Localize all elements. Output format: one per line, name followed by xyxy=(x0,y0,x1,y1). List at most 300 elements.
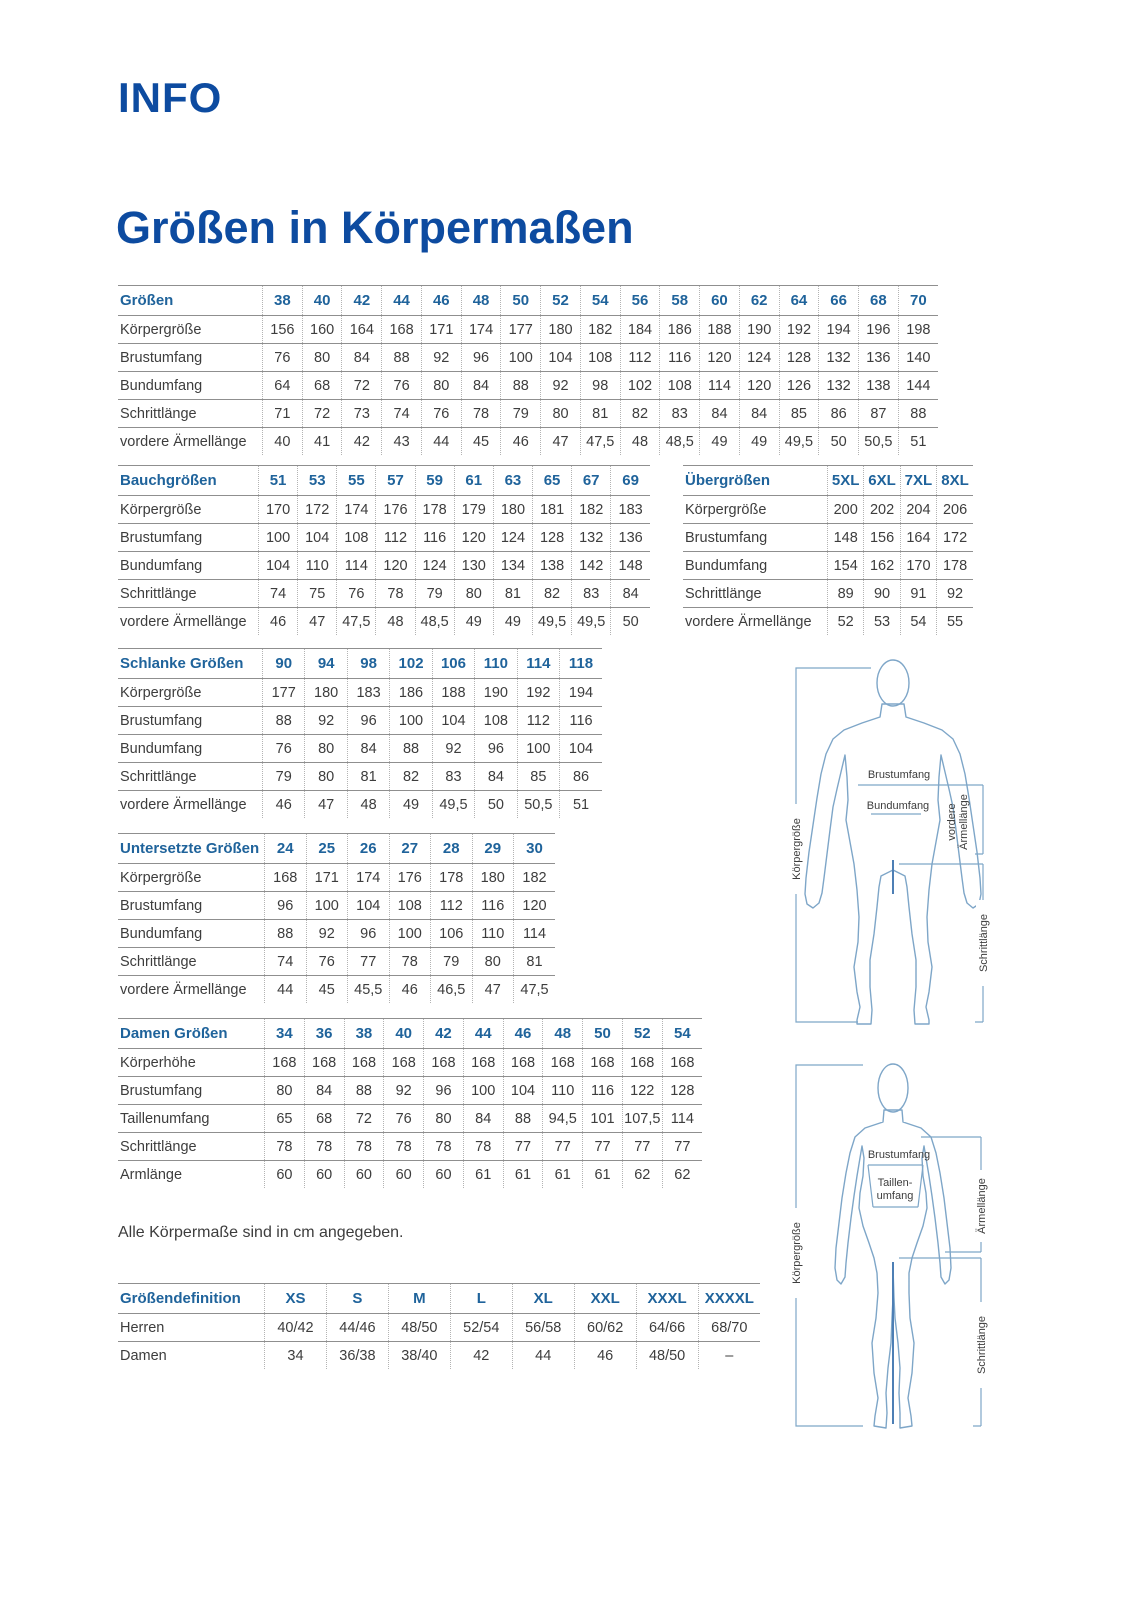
table-header-row xyxy=(118,286,938,316)
measure-value: 83 xyxy=(432,763,474,791)
measure-value: 96 xyxy=(265,892,307,920)
measure-value: 88 xyxy=(501,372,541,400)
measure-value: 78 xyxy=(389,948,431,976)
measure-value: 68/70 xyxy=(698,1314,760,1342)
row-label: vordere Ärmellänge xyxy=(120,796,247,813)
measure-value: 100 xyxy=(389,920,431,948)
measure-value: 77 xyxy=(348,948,390,976)
measure-value: 104 xyxy=(503,1077,543,1105)
measure-value: 136 xyxy=(859,344,899,372)
table-damen-groessen xyxy=(118,1018,702,1188)
row-label: Bundumfang xyxy=(118,920,265,948)
measure-value: 45 xyxy=(461,428,501,456)
measure-value: 40/42 xyxy=(265,1314,327,1342)
measure-value: 92 xyxy=(541,372,581,400)
size-column-header: 98 xyxy=(347,649,389,679)
size-column-header: 54 xyxy=(662,1019,702,1049)
measure-value: 171 xyxy=(421,316,461,344)
measure-value: 84 xyxy=(700,400,740,428)
measure-value: 53 xyxy=(864,608,900,636)
row-label: Schrittlänge xyxy=(118,1133,265,1161)
measure-value: 178 xyxy=(431,864,473,892)
row-label: Schrittlänge xyxy=(118,763,263,791)
measure-value: 200 xyxy=(828,496,864,524)
table-row xyxy=(118,864,555,892)
measure-value: 89 xyxy=(828,580,864,608)
measure-value: 134 xyxy=(493,552,532,580)
measure-value: 128 xyxy=(662,1077,702,1105)
measure-value: 116 xyxy=(660,344,700,372)
row-label: Bundumfang xyxy=(683,552,828,580)
row-label: vordere Ärmellänge xyxy=(120,433,247,450)
measure-value: 52 xyxy=(828,608,864,636)
size-column-header: 5XL xyxy=(828,466,864,496)
svg-text:umfang: umfang xyxy=(876,1190,914,1202)
size-column-header: M xyxy=(388,1284,450,1314)
measure-value: 82 xyxy=(620,400,660,428)
size-table xyxy=(683,465,973,635)
measure-value: 124 xyxy=(739,344,779,372)
measure-value: 60 xyxy=(265,1161,305,1189)
table-row xyxy=(118,1105,702,1133)
table-row xyxy=(118,524,650,552)
measure-value: 79 xyxy=(431,948,473,976)
size-column-header: 26 xyxy=(348,834,390,864)
measure-value: 52/54 xyxy=(450,1314,512,1342)
size-table xyxy=(118,648,602,818)
measure-value: 74 xyxy=(265,948,307,976)
size-column-header: 28 xyxy=(431,834,473,864)
measure-value: 46,5 xyxy=(431,976,473,1004)
row-label: Brustumfang xyxy=(118,1077,265,1105)
table-title: Größendefinition xyxy=(118,1284,265,1314)
measure-value: 140 xyxy=(898,344,938,372)
measure-value: 46 xyxy=(263,791,305,819)
measure-value: 48/50 xyxy=(636,1342,698,1370)
svg-text:Ärmellänge: Ärmellänge xyxy=(958,794,970,850)
measure-value: 87 xyxy=(859,400,899,428)
table-row xyxy=(118,679,602,707)
measure-value: 84 xyxy=(304,1077,344,1105)
table-title: Schlanke Größen xyxy=(118,649,263,679)
page-title: Größen in Körpermaßen xyxy=(116,202,634,253)
measure-value: 78 xyxy=(265,1133,305,1161)
row-label: Brustumfang xyxy=(683,524,828,552)
measure-value: 168 xyxy=(463,1049,503,1077)
measure-value: 43 xyxy=(382,428,422,456)
size-column-header: 7XL xyxy=(900,466,936,496)
measure-value: 96 xyxy=(347,707,389,735)
measure-value: 120 xyxy=(739,372,779,400)
measure-value: 34 xyxy=(265,1342,327,1370)
measure-value: 174 xyxy=(348,864,390,892)
row-label: Herren xyxy=(118,1314,265,1342)
measure-value: 72 xyxy=(342,372,382,400)
measure-value: 168 xyxy=(662,1049,702,1077)
measure-value: 168 xyxy=(622,1049,662,1077)
measure-value: 92 xyxy=(937,580,973,608)
measure-value: 60 xyxy=(344,1161,384,1189)
measure-value: 85 xyxy=(779,400,819,428)
measure-value: 84 xyxy=(739,400,779,428)
measure-value: 47 xyxy=(305,791,347,819)
measure-value: 79 xyxy=(415,580,454,608)
measure-value: 76 xyxy=(384,1105,424,1133)
measure-value: 107,5 xyxy=(622,1105,662,1133)
measure-value: 104 xyxy=(560,735,602,763)
measure-value: 88 xyxy=(898,400,938,428)
measure-value: 112 xyxy=(517,707,559,735)
row-label: Brustumfang xyxy=(118,892,265,920)
row-label: vordere Ärmellänge xyxy=(120,613,247,630)
size-column-header: 66 xyxy=(819,286,859,316)
measure-value: 194 xyxy=(560,679,602,707)
measure-value: 126 xyxy=(779,372,819,400)
row-label: Taillenumfang xyxy=(118,1105,265,1133)
measure-value: 88 xyxy=(382,344,422,372)
measure-value: 104 xyxy=(432,707,474,735)
measure-value: 168 xyxy=(424,1049,464,1077)
measure-value: 168 xyxy=(304,1049,344,1077)
measure-value: 172 xyxy=(937,524,973,552)
measure-value: 128 xyxy=(532,524,571,552)
measure-value: 108 xyxy=(580,344,620,372)
measure-value: 41 xyxy=(302,428,342,456)
female-figure-diagram xyxy=(753,1058,993,1433)
measure-value: 130 xyxy=(454,552,493,580)
measure-value: 186 xyxy=(390,679,432,707)
measure-value: 44 xyxy=(512,1342,574,1370)
female-taille-label xyxy=(877,1177,914,1202)
measure-value: 88 xyxy=(344,1077,384,1105)
size-table xyxy=(118,285,938,455)
measure-value: 168 xyxy=(503,1049,543,1077)
female-head-outline xyxy=(878,1064,908,1112)
size-column-header: 58 xyxy=(660,286,700,316)
table-row xyxy=(118,344,938,372)
measure-value: 84 xyxy=(342,344,382,372)
measure-value: 84 xyxy=(463,1105,503,1133)
measure-value: 202 xyxy=(864,496,900,524)
measure-value: 47,5 xyxy=(580,428,620,456)
table-row xyxy=(118,920,555,948)
measure-value: 94,5 xyxy=(543,1105,583,1133)
measure-value: 78 xyxy=(463,1133,503,1161)
table-header-row xyxy=(118,1019,702,1049)
measure-value: 44/46 xyxy=(326,1314,388,1342)
table-row xyxy=(118,735,602,763)
row-label: Brustumfang xyxy=(118,524,259,552)
table-title: Größen xyxy=(118,286,263,316)
table-row xyxy=(118,316,938,344)
table-row xyxy=(118,1342,760,1370)
measure-value: 55 xyxy=(937,608,973,636)
measure-value: 68 xyxy=(304,1105,344,1133)
measure-value: 96 xyxy=(475,735,517,763)
measure-value: 204 xyxy=(900,496,936,524)
measure-value: 122 xyxy=(622,1077,662,1105)
size-column-header: 55 xyxy=(337,466,376,496)
size-column-header: 64 xyxy=(779,286,819,316)
row-label: Körpergröße xyxy=(118,679,263,707)
size-column-header: 36 xyxy=(304,1019,344,1049)
measure-value: 160 xyxy=(302,316,342,344)
female-aermellaenge-label: Ärmellänge xyxy=(976,1178,988,1234)
measure-value: 40 xyxy=(263,428,303,456)
measure-value: 154 xyxy=(828,552,864,580)
measure-value: 98 xyxy=(580,372,620,400)
measure-value: 91 xyxy=(900,580,936,608)
table-row xyxy=(118,372,938,400)
measure-value: 192 xyxy=(779,316,819,344)
size-column-header: 50 xyxy=(501,286,541,316)
table-groessendefinition xyxy=(118,1283,760,1369)
measure-value: 61 xyxy=(463,1161,503,1189)
row-label: Schrittlänge xyxy=(683,580,828,608)
measure-value: 138 xyxy=(859,372,899,400)
size-column-header: 46 xyxy=(503,1019,543,1049)
measure-value: 188 xyxy=(432,679,474,707)
measure-value: 48,5 xyxy=(660,428,700,456)
measure-value: 80 xyxy=(472,948,514,976)
measure-value: 156 xyxy=(864,524,900,552)
measure-value: 180 xyxy=(493,496,532,524)
measure-value: 110 xyxy=(543,1077,583,1105)
measure-value: 92 xyxy=(432,735,474,763)
size-column-header: 70 xyxy=(898,286,938,316)
table-row xyxy=(118,892,555,920)
measure-value: 49 xyxy=(390,791,432,819)
male-koerpergroesse-label: Körpergröße xyxy=(791,818,803,880)
measure-value: 174 xyxy=(461,316,501,344)
size-column-header: 67 xyxy=(572,466,611,496)
measure-value: 78 xyxy=(376,580,415,608)
measure-value: 96 xyxy=(348,920,390,948)
measure-value: 104 xyxy=(541,344,581,372)
measure-value: 177 xyxy=(263,679,305,707)
size-column-header: 48 xyxy=(461,286,501,316)
measure-value: 81 xyxy=(493,580,532,608)
table-bauchgroessen xyxy=(118,465,650,635)
measure-value: 186 xyxy=(660,316,700,344)
measure-value: 64 xyxy=(263,372,303,400)
measure-value: 92 xyxy=(305,707,347,735)
measure-value: 168 xyxy=(344,1049,384,1077)
measure-value: 77 xyxy=(622,1133,662,1161)
size-column-header: 42 xyxy=(424,1019,464,1049)
measure-value: 114 xyxy=(514,920,556,948)
measure-value: 60 xyxy=(384,1161,424,1189)
table-row xyxy=(683,552,973,580)
measure-value: 183 xyxy=(347,679,389,707)
measure-value: 114 xyxy=(662,1105,702,1133)
measure-value: 50,5 xyxy=(517,791,559,819)
table-title: Damen Größen xyxy=(118,1019,265,1049)
measure-value: 100 xyxy=(390,707,432,735)
male-bundumfang-label: Bundumfang xyxy=(866,800,930,812)
female-inseam-bracket xyxy=(899,1258,981,1426)
size-column-header: 8XL xyxy=(937,466,973,496)
table-row xyxy=(118,948,555,976)
measure-value: 62 xyxy=(662,1161,702,1189)
measure-value: 100 xyxy=(306,892,348,920)
size-column-header: 94 xyxy=(305,649,347,679)
row-label: Körpergröße xyxy=(118,316,263,344)
measure-value: 182 xyxy=(514,864,556,892)
size-column-header: 24 xyxy=(265,834,307,864)
measure-value: 196 xyxy=(859,316,899,344)
measure-value: 100 xyxy=(463,1077,503,1105)
info-heading: INFO xyxy=(118,74,223,121)
size-column-header: 40 xyxy=(302,286,342,316)
measure-value: 181 xyxy=(532,496,571,524)
size-column-header: 44 xyxy=(463,1019,503,1049)
measure-value: 77 xyxy=(662,1133,702,1161)
female-schrittlaenge-label: Schrittlänge xyxy=(976,1315,988,1375)
measure-value: 46 xyxy=(389,976,431,1004)
measure-value: 50 xyxy=(819,428,859,456)
table-uebergroessen xyxy=(683,465,973,635)
measure-value: 82 xyxy=(390,763,432,791)
measure-value: 46 xyxy=(574,1342,636,1370)
measure-value: 88 xyxy=(503,1105,543,1133)
size-column-header: 57 xyxy=(376,466,415,496)
size-column-header: 118 xyxy=(560,649,602,679)
size-table xyxy=(118,1283,760,1369)
measure-value: 76 xyxy=(263,344,303,372)
size-column-header: 52 xyxy=(622,1019,662,1049)
measure-value: 84 xyxy=(475,763,517,791)
measure-value: 102 xyxy=(620,372,660,400)
measure-value: 124 xyxy=(493,524,532,552)
table-row xyxy=(683,524,973,552)
measure-value: 46 xyxy=(501,428,541,456)
row-label: Schrittlänge xyxy=(118,580,259,608)
measure-value: 74 xyxy=(259,580,298,608)
row-label: Körpergröße xyxy=(118,864,265,892)
measure-value: 42 xyxy=(342,428,382,456)
measure-value: 112 xyxy=(431,892,473,920)
table-header-row xyxy=(118,649,602,679)
measure-value: 120 xyxy=(700,344,740,372)
measure-value: 168 xyxy=(583,1049,623,1077)
measure-value: 38/40 xyxy=(388,1342,450,1370)
measure-value: 61 xyxy=(583,1161,623,1189)
measure-value: 176 xyxy=(376,496,415,524)
measure-value: 180 xyxy=(305,679,347,707)
measure-value: 74 xyxy=(382,400,422,428)
measure-value: 108 xyxy=(389,892,431,920)
measure-value: 81 xyxy=(347,763,389,791)
measure-value: 84 xyxy=(347,735,389,763)
measure-value: 76 xyxy=(382,372,422,400)
measure-value: 108 xyxy=(475,707,517,735)
male-inseam-bracket xyxy=(899,864,983,1022)
measure-value: 49 xyxy=(454,608,493,636)
measure-value: 190 xyxy=(475,679,517,707)
row-label: Schrittlänge xyxy=(118,400,263,428)
size-column-header: 61 xyxy=(454,466,493,496)
measure-value: 138 xyxy=(532,552,571,580)
measure-value: 86 xyxy=(560,763,602,791)
table-untersetzte-groessen xyxy=(118,833,555,1003)
table-row xyxy=(118,400,938,428)
measure-value: 100 xyxy=(259,524,298,552)
measure-value: 36/38 xyxy=(326,1342,388,1370)
measure-value: 170 xyxy=(900,552,936,580)
measure-value: 49,5 xyxy=(779,428,819,456)
female-height-bracket xyxy=(796,1065,863,1426)
size-column-header: 62 xyxy=(739,286,779,316)
measure-value: 101 xyxy=(583,1105,623,1133)
measure-value: 132 xyxy=(572,524,611,552)
measure-value: 64/66 xyxy=(636,1314,698,1342)
svg-text:Taillen-: Taillen- xyxy=(877,1177,913,1189)
measure-value: 104 xyxy=(298,524,337,552)
measure-value: 206 xyxy=(937,496,973,524)
measure-value: 172 xyxy=(298,496,337,524)
measure-value: 77 xyxy=(503,1133,543,1161)
measure-value: 86 xyxy=(819,400,859,428)
measure-value: 51 xyxy=(898,428,938,456)
measure-value: 76 xyxy=(421,400,461,428)
table-row xyxy=(118,976,555,1004)
measure-value: 132 xyxy=(819,372,859,400)
male-schrittlaenge-label: Schrittlänge xyxy=(978,913,990,973)
row-label: vordere Ärmellänge xyxy=(685,613,812,630)
size-column-header: 6XL xyxy=(864,466,900,496)
measure-value: 76 xyxy=(263,735,305,763)
measure-value: 106 xyxy=(431,920,473,948)
measure-value: 96 xyxy=(461,344,501,372)
measure-value: 132 xyxy=(819,344,859,372)
measure-value: 116 xyxy=(415,524,454,552)
measure-value: 72 xyxy=(302,400,342,428)
measure-value: 81 xyxy=(580,400,620,428)
table-groessen xyxy=(118,285,938,455)
size-column-header: 60 xyxy=(700,286,740,316)
measure-value: 179 xyxy=(454,496,493,524)
size-column-header: 52 xyxy=(541,286,581,316)
measure-value: 45,5 xyxy=(348,976,390,1004)
size-column-header: 50 xyxy=(583,1019,623,1049)
measure-value: 72 xyxy=(344,1105,384,1133)
measure-value: 128 xyxy=(779,344,819,372)
measure-value: 49 xyxy=(700,428,740,456)
size-column-header: 46 xyxy=(421,286,461,316)
measure-value: 78 xyxy=(344,1133,384,1161)
measure-value: 73 xyxy=(342,400,382,428)
measure-value: 83 xyxy=(572,580,611,608)
measure-value: 176 xyxy=(389,864,431,892)
measure-value: 80 xyxy=(421,372,461,400)
measure-value: 80 xyxy=(305,735,347,763)
measure-value: 60/62 xyxy=(574,1314,636,1342)
measure-value: 110 xyxy=(472,920,514,948)
row-label: Körpergröße xyxy=(683,496,828,524)
measure-value: 44 xyxy=(421,428,461,456)
row-label: Brustumfang xyxy=(118,344,263,372)
size-column-header: XXXXL xyxy=(698,1284,760,1314)
measure-value: 190 xyxy=(739,316,779,344)
size-column-header: 110 xyxy=(475,649,517,679)
measure-value: 77 xyxy=(583,1133,623,1161)
table-title: Bauchgrößen xyxy=(118,466,259,496)
size-column-header: 40 xyxy=(384,1019,424,1049)
measure-value: 171 xyxy=(306,864,348,892)
measure-value: 180 xyxy=(472,864,514,892)
measure-value: 78 xyxy=(304,1133,344,1161)
